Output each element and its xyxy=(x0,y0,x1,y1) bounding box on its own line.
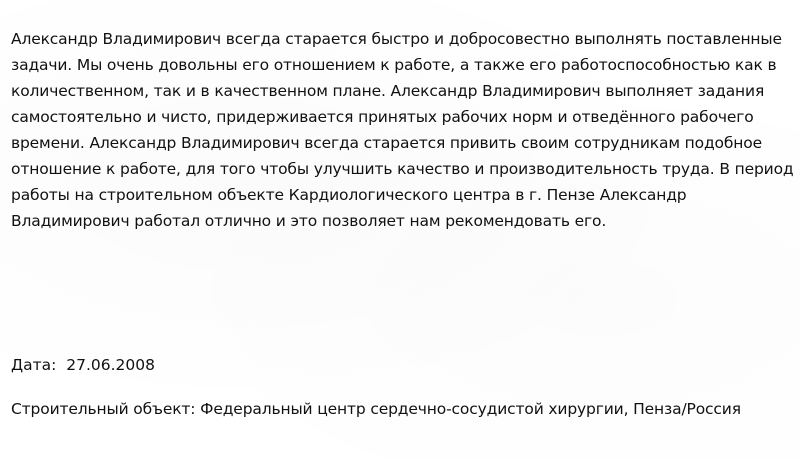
paragraph-line: отношение к работе, для того чтобы улучшить качество и производительность труда. В период xyxy=(11,160,794,178)
paragraph-line: времени. Александр Владимирович всегда старается привить своим сотрудникам подобное xyxy=(11,134,762,152)
date-label: Дата: xyxy=(11,356,57,374)
date-line xyxy=(11,355,155,375)
paragraph-line: Владимирович работал отлично и это позволяет нам рекомендовать его. xyxy=(11,212,607,230)
paragraph-line: Александр Владимирович всегда старается быстро и добросовестно выполнять поставленные xyxy=(11,30,782,48)
paragraph-line: задачи. Мы очень довольны его отношением к работе, а также его работоспособностью как в xyxy=(11,56,777,74)
paragraph-line: самостоятельно и чисто, придерживается принятых рабочих норм и отведённого рабочего xyxy=(11,108,754,126)
site-label: Строительный объект: xyxy=(11,400,196,418)
paragraph-line: работы на строительном объекте Кардиологического центра в г. Пензе Александр xyxy=(11,186,687,204)
paragraph-line: количественном, так и в качественном плане. Александр Владимирович выполняет задания xyxy=(11,82,765,100)
recommendation-paragraph xyxy=(11,26,800,234)
date-value: 27.06.2008 xyxy=(66,356,155,374)
construction-site-line xyxy=(11,399,741,419)
site-value: Федеральный центр сердечно-сосудистой хирургии, Пенза/Россия xyxy=(200,400,741,418)
